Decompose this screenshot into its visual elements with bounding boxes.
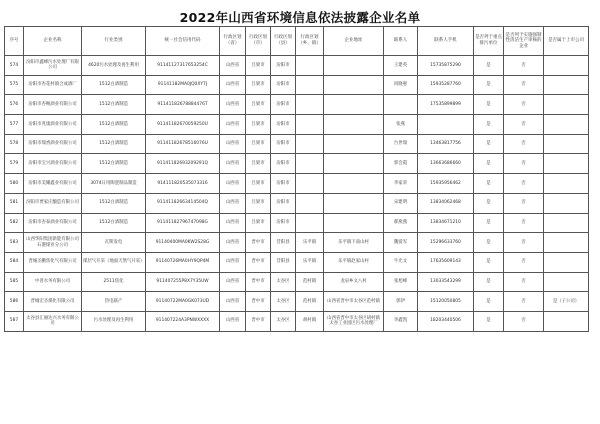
table-cell: 晋中市 (246, 292, 271, 312)
table-cell (324, 115, 384, 135)
column-header: 统一社会信用代码 (146, 27, 220, 56)
table-cell: 91140726MA0HY9QP4M (146, 252, 220, 272)
table-cell: 否 (504, 193, 544, 213)
table-row (5, 193, 589, 213)
table-cell: 否 (504, 56, 544, 76)
table-cell (296, 56, 324, 76)
table-cell: 乐平镇下南山村 (324, 233, 384, 253)
column-header: 行政区划（县） (271, 27, 296, 56)
table-cell: 煤层气开采（地面天然气开采） (82, 252, 146, 272)
table-cell: 中普水务有限公司 (24, 272, 82, 292)
table-cell: 否 (504, 75, 544, 95)
table-cell: 15296633760 (418, 233, 474, 253)
table-cell: 91141182678884476T (146, 95, 220, 115)
column-header: 联系人手机 (418, 27, 474, 56)
table-cell: 91141182693209291Q (146, 154, 220, 174)
table-cell: 山西省 (220, 252, 246, 272)
table-cell: 瓦斯发电 (82, 233, 146, 253)
table-cell: 是 (474, 272, 504, 292)
table-cell: 汾阳市兆康酒业有限公司 (24, 115, 82, 135)
table-cell (296, 95, 324, 115)
table-cell (324, 75, 384, 95)
table-cell: 乐平镇 (296, 252, 324, 272)
table-cell (418, 115, 474, 135)
enterprise-table (4, 26, 589, 332)
table-cell: 是 (474, 154, 504, 174)
table-cell: 宋建明 (384, 193, 418, 213)
table-cell: 太谷区 (271, 292, 296, 312)
table-cell: 13834062468 (418, 193, 474, 213)
table-cell: 郝燕燕 (384, 213, 418, 233)
table-cell: 汾阳市 (271, 174, 296, 194)
table-cell (324, 95, 384, 115)
table-row (5, 154, 589, 174)
table-cell: 郭伊 (384, 292, 418, 312)
table-cell: 王建英 (384, 56, 418, 76)
table-cell: 山西省 (220, 134, 246, 154)
column-header: 行政区划（市） (246, 27, 271, 56)
table-cell (544, 75, 589, 95)
table-cell (324, 174, 384, 194)
table-row (5, 174, 589, 194)
table-row (5, 292, 589, 312)
table-cell: 1512白酒制造 (82, 115, 146, 135)
table-cell: 汾阳市 (271, 213, 296, 233)
table-cell: 17635609143 (418, 252, 474, 272)
table-cell (296, 75, 324, 95)
table-cell: 山西华阳集团新能有限公司石港煤业分公司 (24, 233, 82, 253)
table-cell: 否 (504, 252, 544, 272)
table-row (5, 272, 589, 292)
page-title: 2022年山西省环境信息依法披露企业名单 (179, 10, 421, 25)
table-cell: 魏爱军 (384, 233, 418, 253)
table-cell: 1512白酒制造 (82, 154, 146, 174)
table-cell: 吕梁市 (246, 115, 271, 135)
table-cell: 914111820535073316 (146, 174, 220, 194)
table-cell: 576 (5, 95, 24, 115)
table-cell (324, 134, 384, 154)
table-cell: 晋中市 (246, 272, 271, 292)
table-cell: 否 (504, 292, 544, 312)
column-header: 序号 (5, 27, 24, 56)
table-cell: 否 (504, 311, 544, 331)
table-header-row (5, 27, 589, 56)
table-cell (544, 233, 589, 253)
table-cell: 581 (5, 193, 24, 213)
table-cell: 乐平镇赵家山村 (324, 252, 384, 272)
table-cell: 否 (504, 272, 544, 292)
table-cell: 15120050805 (418, 292, 474, 312)
table-cell: 吕梁市 (246, 56, 271, 76)
table-cell: 是 (474, 213, 504, 233)
table-cell: 否 (504, 95, 544, 115)
table-cell: 否 (504, 213, 544, 233)
table-cell (544, 174, 589, 194)
table-cell: 山西省 (220, 233, 246, 253)
table-cell: 579 (5, 154, 24, 174)
table-cell: 李鑫凯 (384, 311, 418, 331)
table-cell: 污水处理及再生利用 (82, 311, 146, 331)
table-cell: 晋中市 (246, 311, 271, 331)
table-cell: 是 (474, 134, 504, 154)
table-cell (296, 115, 324, 135)
table-cell: 是 (474, 115, 504, 135)
table-cell: 汾阳市鑫峰污水处理厂有限公司 (24, 56, 82, 76)
table-cell: 吕梁市 (246, 154, 271, 174)
column-header: 企业名称 (24, 27, 82, 56)
table-cell (544, 272, 589, 292)
table-cell: 山西省晋中市太谷区胡村镇太谷工业园区污水处理厂 (324, 311, 384, 331)
table-cell: 太谷区 (271, 311, 296, 331)
table-cell (296, 213, 324, 233)
table-cell: 是（子公司） (544, 292, 589, 312)
table-cell (324, 213, 384, 233)
table-cell: 范村镇 (296, 292, 324, 312)
table-cell (544, 134, 589, 154)
table-cell: 郭会霞 (384, 154, 418, 174)
table-cell: 山西省 (220, 115, 246, 135)
table-cell: 晋城圣鹏焦化气有限公司 (24, 252, 82, 272)
table-cell: 15935956462 (418, 174, 474, 194)
table-cell: 山西省 (220, 311, 246, 331)
table-body (5, 56, 589, 332)
table-cell: 585 (5, 272, 24, 292)
table-cell: 是 (474, 95, 504, 115)
table-cell: 4620污水处理及再生利用 (82, 56, 146, 76)
table-cell: 18203440506 (418, 311, 474, 331)
table-cell: 汾阳市 (271, 95, 296, 115)
table-cell: 山西省 (220, 174, 246, 194)
table-row (5, 213, 589, 233)
table-cell: 91141182678516076U (146, 134, 220, 154)
table-cell: 否 (504, 115, 544, 135)
table-cell (544, 95, 589, 115)
table-cell: 1512白酒制造 (82, 193, 146, 213)
table-cell (296, 193, 324, 213)
table-cell: 91141182663414504Q (146, 193, 220, 213)
table-cell: 晋城宏圣煤化有限公司 (24, 292, 82, 312)
table-cell: 汾阳市美耀鑫业有限公司 (24, 174, 82, 194)
table-cell: 91141182670059250U (146, 115, 220, 135)
table-cell: 昔阳县 (271, 252, 296, 272)
table-cell: 3074日用陶瓷制品制造 (82, 174, 146, 194)
table-cell: 否 (504, 154, 544, 174)
table-cell (544, 56, 589, 76)
table-cell: 91140722MA0GK073UD (146, 292, 220, 312)
table-cell: 584 (5, 252, 24, 272)
table-cell: 否 (504, 134, 544, 154)
table-cell: 热电联产 (82, 292, 146, 312)
table-cell: 汾阳市 (271, 75, 296, 95)
table-cell: 91141182796747098G (146, 213, 220, 233)
table-cell: 13033543299 (418, 272, 474, 292)
table-cell: 山西省 (220, 95, 246, 115)
table-cell: 1512白酒制造 (82, 134, 146, 154)
table-cell: 575 (5, 75, 24, 95)
table-row (5, 311, 589, 331)
table-cell: 汾阳市 (271, 193, 296, 213)
table-cell (544, 311, 589, 331)
table-cell: 583 (5, 233, 24, 253)
table-cell: 否 (504, 174, 544, 194)
column-header: 联系人 (384, 27, 418, 56)
table-cell: 山西省 (220, 154, 246, 174)
table-cell: 是 (474, 292, 504, 312)
column-header: 是否属于上市公司 (544, 27, 589, 56)
table-cell: 晋中市 (246, 252, 271, 272)
table-cell (544, 213, 589, 233)
column-header: 是否列于重点排污单位 (474, 27, 504, 56)
table-cell: 汾阳市瑞香酒业有限公司 (24, 134, 82, 154)
table-cell: 587 (5, 311, 24, 331)
table-cell: 17535899899 (418, 95, 474, 115)
table-cell: 汾阳市 (271, 134, 296, 154)
table-cell: 山西省 (220, 193, 246, 213)
table-cell: 晋中市 (246, 233, 271, 253)
table-cell: 586 (5, 292, 24, 312)
table-row (5, 56, 589, 76)
table-cell: 580 (5, 174, 24, 194)
table-cell: 山西省 (220, 213, 246, 233)
table-cell: 是 (474, 193, 504, 213)
table-cell: 911407255P8X7Y35UW (146, 272, 220, 292)
table-cell: 13663686660 (418, 154, 474, 174)
table-cell: 李家荣 (384, 174, 418, 194)
table-row (5, 233, 589, 253)
table-row (5, 115, 589, 135)
table-cell: 吕梁市 (246, 193, 271, 213)
table-cell: 汾阳市杏泰酒业有限公司 (24, 213, 82, 233)
column-header: 行政区划（省） (220, 27, 246, 56)
table-cell: 山西省 (220, 292, 246, 312)
table-cell (296, 134, 324, 154)
table-cell: 汾阳市 (271, 154, 296, 174)
table-cell: 2511焦化 (82, 272, 146, 292)
table-cell: 吕梁市 (246, 134, 271, 154)
table-cell (544, 154, 589, 174)
table-cell (384, 95, 418, 115)
table-cell (544, 193, 589, 213)
table-cell: 是 (474, 75, 504, 95)
table-cell: 是 (474, 233, 504, 253)
table-cell: 台世瑞 (384, 134, 418, 154)
column-header: 企业地址 (324, 27, 384, 56)
table-cell: 1512白酒制造 (82, 213, 146, 233)
table-cell: 15735875290 (418, 56, 474, 76)
table-cell: 同晓惠 (384, 75, 418, 95)
table-cell: 汾阳市宝兴酒业有限公司 (24, 154, 82, 174)
table-cell: 578 (5, 134, 24, 154)
column-header: 行政区划（乡、镇） (296, 27, 324, 56)
table-cell (544, 252, 589, 272)
table-cell: 昔阳县 (271, 233, 296, 253)
table-cell: 太谷县汇丽达兴水务有限公司 (24, 311, 82, 331)
table-cell (544, 115, 589, 135)
table-cell: 911407224A3PNWXXXX (146, 311, 220, 331)
table-cell: 汾阳市贾家庄酿造有限公司 (24, 193, 82, 213)
table-cell: 太谷区 (271, 272, 296, 292)
table-cell: 1512白酒制造 (82, 75, 146, 95)
table-cell: 山西省 (220, 272, 246, 292)
table-cell: 91141127317653254C (146, 56, 220, 76)
table-cell: 张旭峰 (384, 272, 418, 292)
table-cell: 山西省 (220, 56, 246, 76)
table-cell: 是 (474, 252, 504, 272)
table-cell: 是 (474, 174, 504, 194)
table-cell: 牛光文 (384, 252, 418, 272)
table-cell: 山西省 (220, 75, 246, 95)
table-cell: 是 (474, 56, 504, 76)
table-cell: 13834671210 (418, 213, 474, 233)
table-cell: 乐平镇 (296, 233, 324, 253)
table-cell: 13463817756 (418, 134, 474, 154)
table-cell: 张燕 (384, 115, 418, 135)
table-cell: 山西省晋中市太谷区范村镇 (324, 292, 384, 312)
table-cell (296, 174, 324, 194)
table-row (5, 252, 589, 272)
table-cell: 15935287760 (418, 75, 474, 95)
table-cell: 1512白酒制造 (82, 95, 146, 115)
table-cell: 91141182MA0JQ0XY7J (146, 75, 220, 95)
column-header: 是否列于实施强制性清洁生产审核的企业 (504, 27, 544, 56)
table-cell: 吕梁市 (246, 75, 271, 95)
table-cell: 是 (474, 311, 504, 331)
table-cell (324, 154, 384, 174)
table-cell: 汾阳市杏畅酒业有限公司 (24, 95, 82, 115)
table-cell: 吕梁市 (246, 174, 271, 194)
table-row (5, 75, 589, 95)
table-cell (296, 154, 324, 174)
table-cell: 574 (5, 56, 24, 76)
table-cell: 否 (504, 233, 544, 253)
column-header: 行业类别 (82, 27, 146, 56)
table-cell (324, 193, 384, 213)
table-cell: 577 (5, 115, 24, 135)
table-cell: 吕梁市 (246, 213, 271, 233)
table-cell: 胡村镇 (296, 311, 324, 331)
table-row (5, 134, 589, 154)
table-cell: 91140400MA0KW2S28G (146, 233, 220, 253)
table-cell: 汾阳市 (271, 115, 296, 135)
table-cell: 汾阳市杏花村镇合成酒厂 (24, 75, 82, 95)
table-cell: 汾阳市 (271, 56, 296, 76)
table-row (5, 95, 589, 115)
table-cell (324, 56, 384, 76)
table-cell: 范村镇 (296, 272, 324, 292)
table-cell: 582 (5, 213, 24, 233)
table-cell: 龙泉乡文八村 (324, 272, 384, 292)
table-cell: 吕梁市 (246, 95, 271, 115)
